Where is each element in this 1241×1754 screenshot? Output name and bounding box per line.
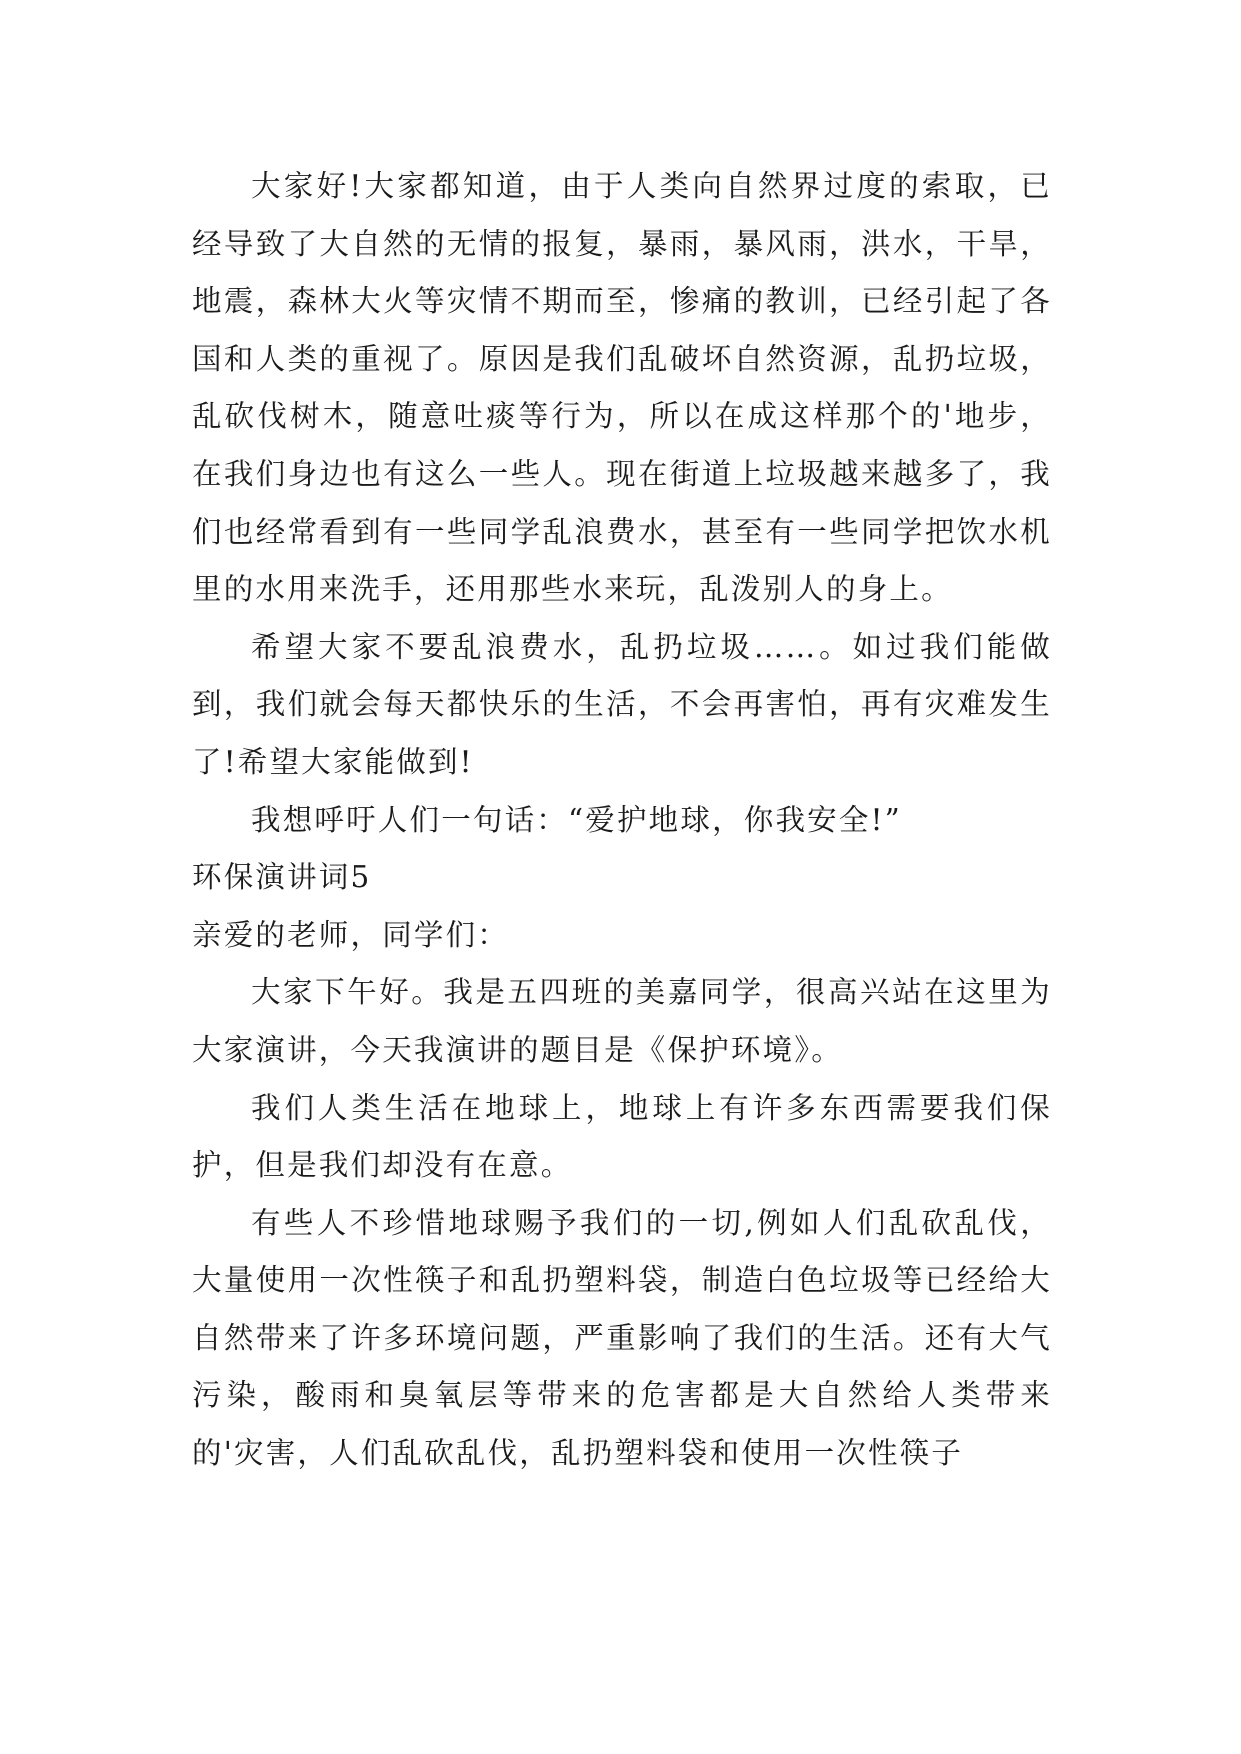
section-title: 环保演讲词5 (192, 860, 372, 895)
paragraph-earth: 我们人类生活在地球上，地球上有许多东西需要我们保护，但是我们却没有在意。 (192, 1090, 1052, 1183)
paragraph-intro: 大家好!大家都知道，由于人类向自然界过度的索取，已经导致了大自然的无情的报复，暴雨，暴风雨，洪水，干旱，地震，森林大火等灾情不期而至，惨痛的教训，已经引起了各国和人类的重视了。原因是我们乱破坏自然资源，乱扔垃圾，乱砍伐树木，随意吐痰等行为，所以在成这样那个的'地步，在我们身边也有这么一些人。现在街道上垃圾越来越多了，我们也经常看到有一些同学乱浪费水，甚至有一些同学把饮水机里的水用来洗手，还用那些水来玩，乱泼别人的身上。 (192, 169, 1052, 607)
paragraph-greeting: 大家下午好。我是五四班的美嘉同学，很高兴站在这里为大家演讲，今天我演讲的题目是《保护环境》。 (192, 975, 1052, 1067)
paragraph-hope: 希望大家不要乱浪费水，乱扔垃圾……。如过我们能做到，我们就会每天都快乐的生活，不会再害怕，再有灾难发生了!希望大家能做到! (192, 629, 1052, 779)
salutation: 亲爱的老师，同学们： (192, 917, 510, 952)
document-body (192, 158, 1052, 1483)
paragraph-slogan: 我想呼吁人们一句话：“爱护地球，你我安全!” (251, 802, 902, 837)
paragraph-problems: 有些人不珍惜地球赐予我们的一切,例如人们乱砍乱伐，大量使用一次性筷子和乱扔塑料袋，制造白色垃圾等已经给大自然带来了许多环境问题，严重影响了我们的生活。还有大气污染，酸雨和臭氧层等带来的危害都是大自然给人类带来的'灾害，人们乱砍乱伐，乱扔塑料袋和使用一次性筷子 (192, 1205, 1052, 1471)
